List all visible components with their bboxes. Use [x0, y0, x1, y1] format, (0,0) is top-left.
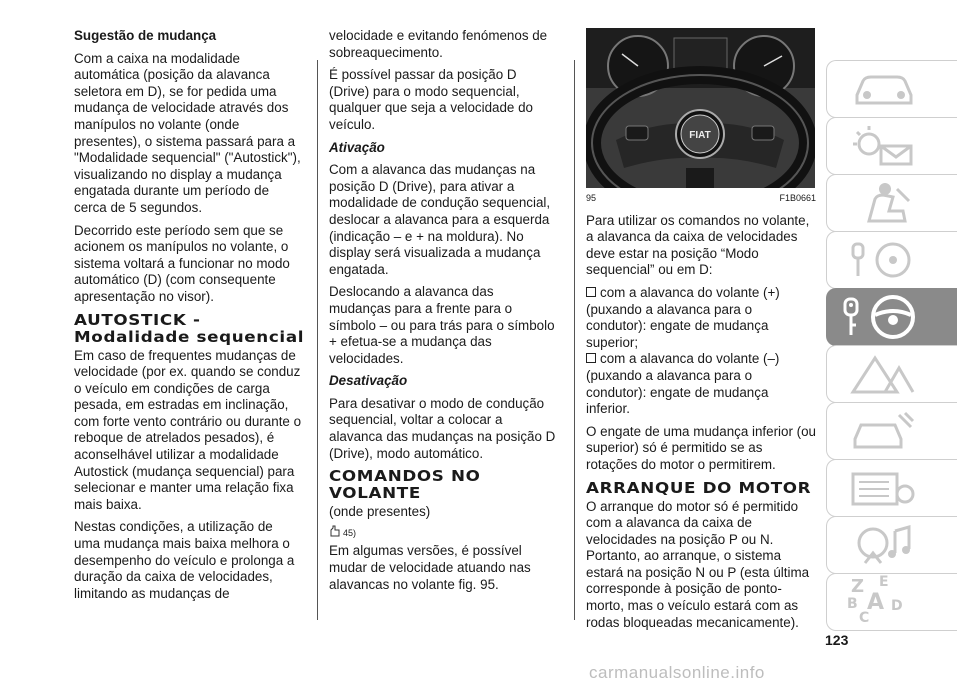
tab-starting-and-driving-active[interactable]	[826, 288, 957, 346]
tab-emergency[interactable]	[826, 345, 957, 403]
paragraph: Em caso de frequentes mudanças de velocidade (por ex. quando se conduz o veículo em condições de carga pesada, em estradas em inclinação, com forte vento contrário ou durante o reboque de atrelados pesados), é aconselhável utilizar a modalidade Autostick (mudança sequencial) para selecionar e manter uma relação fixa mais baixa.	[74, 347, 302, 512]
paragraph: Para desativar o modo de condução sequencial, voltar a colocar a alavanca das mudanças na posição D (Drive), modo automático.	[329, 395, 556, 461]
figure-caption	[586, 190, 816, 207]
paragraph: Com a caixa na modalidade automática (posição da alavanca seletora em D), se for pedida uma mudança de velocidade através dos manípulos no volante (onde presentes), o sistema passará para a "Modalidade sequencial" ("Autostick"), visualizando no display a mudança engatada durante um período de cerca de 5 segundos.	[74, 50, 301, 215]
paragraph: velocidade e evitando fenómenos de sobreaquecimento.	[329, 28, 548, 60]
tab-multimedia[interactable]	[826, 516, 957, 574]
tab-index[interactable]	[826, 573, 957, 631]
text-column-3	[586, 28, 816, 637]
car-icon	[849, 69, 919, 109]
section-heading-autostick: AUTOSTICK - Modalidade sequencial	[74, 310, 305, 346]
paragraph: Com a alavanca das mudanças na posição D (Drive), para ativar a modalidade de condução sequencial, deslocar a alavanca para a esquerda (indicação – e + na moldura). No display será visualizada a mudança engatada.	[329, 162, 551, 277]
index-alphabet-icon	[847, 576, 927, 628]
warning-reference	[329, 525, 356, 542]
key-steering-wheel-icon	[841, 293, 931, 341]
warning-lights-icon	[847, 124, 917, 168]
seat-airbag-icon	[849, 181, 919, 225]
tab-warning-lights[interactable]	[826, 117, 957, 175]
index-letter: Z	[851, 576, 865, 597]
paragraph: Em algumas versões, é possível mudar de velocidade atuando nas alavancas no volante fig. 95.	[329, 543, 531, 592]
section-heading-gear-suggestion: Sugestão de mudança	[74, 28, 217, 43]
key-steering-wheel-icon	[849, 240, 919, 280]
column-divider	[574, 60, 575, 620]
text-column-1	[74, 28, 305, 608]
bullet-item	[586, 285, 816, 351]
paragraph: Para utilizar os comandos no volante, a alavanca da caixa de velocidades deve estar na posição “Modo sequencial” ou em D:	[586, 212, 810, 278]
column-divider	[317, 60, 318, 620]
section-heading-engine-start: ARRANQUE DO MOTOR	[586, 478, 812, 497]
paragraph: (onde presentes)	[329, 504, 431, 520]
section-heading-deactivation: Desativação	[329, 373, 408, 389]
index-letter: E	[879, 574, 889, 590]
paragraph: Nestas condições, a utilização de uma mudança mais baixa melhora o desempenho do veículo e prolonga a duração da caixa de velocidades, limitando as mudanças de	[74, 519, 295, 601]
index-letter: B	[847, 596, 858, 612]
checkbox-bullet-icon	[586, 287, 596, 297]
car-service-icon	[849, 409, 919, 453]
bullet-text: com a alavanca do volante (–) (puxando a alavanca para o condutor): engate de mudança inferior.	[586, 351, 780, 417]
paragraph: Deslocando a alavanca das mudanças para a frente para o símbolo – ou para trás para o símbolo + efetua-se a mudança das velocidades.	[329, 284, 555, 366]
warning-ref-number: 45)	[343, 527, 357, 538]
checkbox-bullet-icon	[586, 353, 596, 363]
warning-hand-icon	[329, 525, 341, 537]
multimedia-icon	[849, 523, 919, 567]
bullet-item	[586, 351, 816, 417]
tab-knowing-the-car[interactable]	[826, 60, 957, 118]
section-heading-activation: Ativação	[329, 139, 385, 155]
page-number: 123	[825, 632, 849, 648]
text-column-2	[329, 28, 559, 599]
paragraph: O arranque do motor só é permitido com a alavanca da caixa de velocidades na posição P ou N. Portanto, ao arranque, o sistema estará na posição N ou P (esta última corresponde à posição de ponto-morto, mas o veículo estará com as rodas bloqueadas mecanicamente).	[586, 498, 810, 630]
tab-starting-and-driving[interactable]	[826, 231, 957, 289]
road-warning-icon	[849, 352, 919, 396]
tab-maintenance[interactable]	[826, 402, 957, 460]
fiat-logo: FIAT	[689, 130, 711, 141]
section-heading-steering-controls: COMANDOS NO VOLANTE	[329, 467, 481, 503]
paragraph: O engate de uma mudança inferior (ou superior) só é permitido se as rotações do motor o permitirem.	[586, 423, 817, 472]
figure-number: 95	[586, 193, 597, 203]
tab-safety[interactable]	[826, 174, 957, 232]
index-letter: D	[891, 598, 903, 614]
paragraph: É possível passar da posição D (Drive) para o modo sequencial, qualquer que seja a velocidade do veículo.	[329, 67, 533, 132]
steering-wheel-illustration	[586, 28, 815, 188]
paragraph: Decorrido este período sem que se acionem os manípulos no volante, o sistema voltará a funcionar no modo automático (D) (com consequente apresentação no visor).	[74, 222, 290, 304]
technical-data-icon	[849, 466, 919, 510]
index-letter: C	[859, 610, 870, 626]
index-letter: A	[867, 590, 885, 615]
bullet-text: com a alavanca do volante (+) (puxando a alavanca para o condutor): engate de mudança superior;	[586, 284, 780, 350]
watermark-text: carmanualsonline.info	[589, 663, 765, 682]
steering-wheel-figure	[586, 28, 815, 188]
figure-code: F1B0661	[779, 193, 816, 203]
tab-technical-data[interactable]	[826, 459, 957, 517]
